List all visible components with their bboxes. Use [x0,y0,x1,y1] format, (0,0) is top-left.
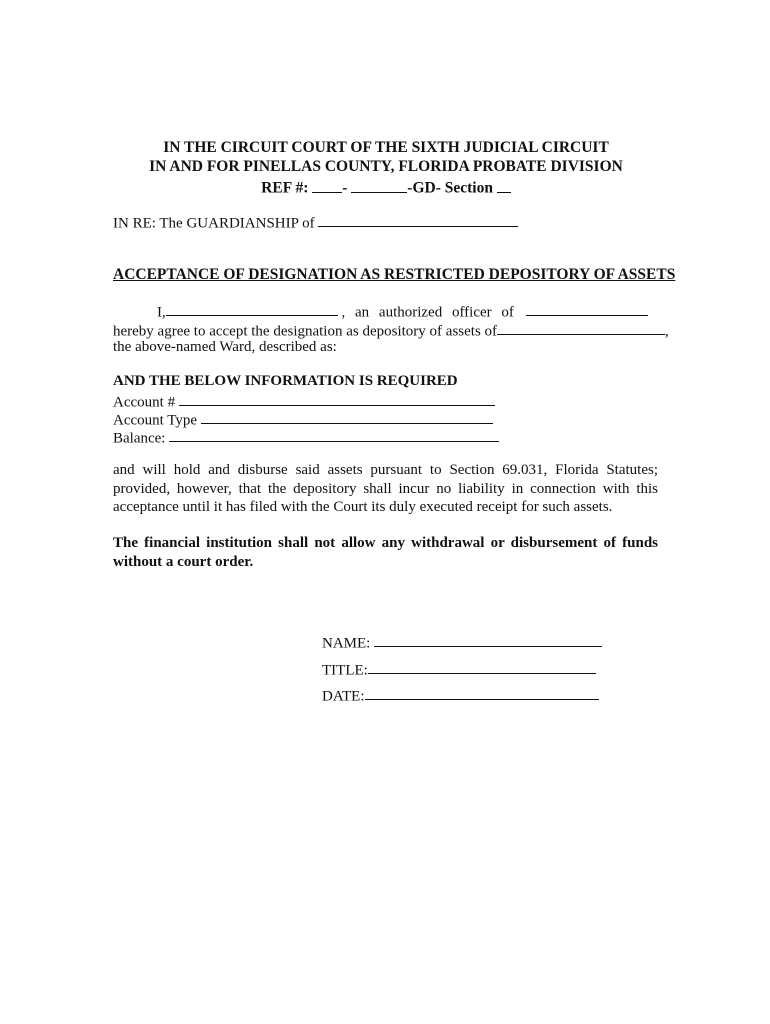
agreement-line3: the above-named Ward, described as: [113,339,337,355]
in-re-line [113,212,518,232]
signature-name-row [322,632,602,652]
required-heading: AND THE BELOW INFORMATION IS REQUIRED [113,373,458,389]
signature-title-row [322,659,596,679]
agreement-line1 [113,301,658,321]
name-blank[interactable] [374,632,602,647]
date-label: DATE: [322,688,365,705]
balance-blank[interactable] [169,427,499,442]
balance-row [113,427,499,447]
agreement-line2 [113,320,669,340]
document-title-text: ACCEPTANCE OF DESIGNATION AS RESTRICTED DEPOSITORY OF ASSETS [113,266,676,283]
statute-paragraph: and will hold and disburse said assets pursuant to Section 69.031, Florida Statutes; provided, however, that the depository shall incur no liability in connection with this acceptance until it has filed with the Court its duly executed receipt for such assets. [113,462,658,515]
court-header-line1: IN THE CIRCUIT COURT OF THE SIXTH JUDICIAL CIRCUIT [163,139,609,156]
reference-line [60,177,712,198]
court-header-line2: IN AND FOR PINELLAS COUNTY, FLORIDA PROBATE DIVISION [149,158,623,175]
i-prefix: I, [157,304,166,321]
account-number-label: Account # [113,394,176,411]
balance-label: Balance: [113,430,166,447]
ref-blank-2[interactable] [351,177,407,193]
ref-gd-section: -GD- Section [407,179,493,197]
agreement-line2-text: hereby agree to accept the designation as depository of assets of [113,323,498,340]
agreement-line2-comma: , [665,323,669,340]
institution-blank[interactable] [526,301,648,316]
ward-name-blank[interactable] [318,212,518,227]
signature-date-row [322,685,599,705]
court-order-notice: The financial institution shall not allow any withdrawal or disbursement of funds without a court order. [113,535,658,570]
ref-blank-1[interactable] [312,177,342,193]
officer-text: , an authorized officer of [341,304,514,321]
document-title [113,266,675,284]
date-blank[interactable] [365,685,599,700]
name-label: NAME: [322,635,371,652]
depositor-blank[interactable] [497,320,665,335]
ref-label: REF #: [261,179,309,197]
ref-section-blank[interactable] [497,177,511,193]
officer-name-blank[interactable] [166,301,338,316]
account-type-label: Account Type [113,412,198,429]
account-type-blank[interactable] [201,409,493,424]
ref-dash: - [342,179,348,197]
title-label: TITLE: [322,662,368,679]
in-re-label: IN RE: The GUARDIANSHIP of [113,215,315,232]
title-blank[interactable] [368,659,596,674]
account-number-blank[interactable] [179,391,495,406]
